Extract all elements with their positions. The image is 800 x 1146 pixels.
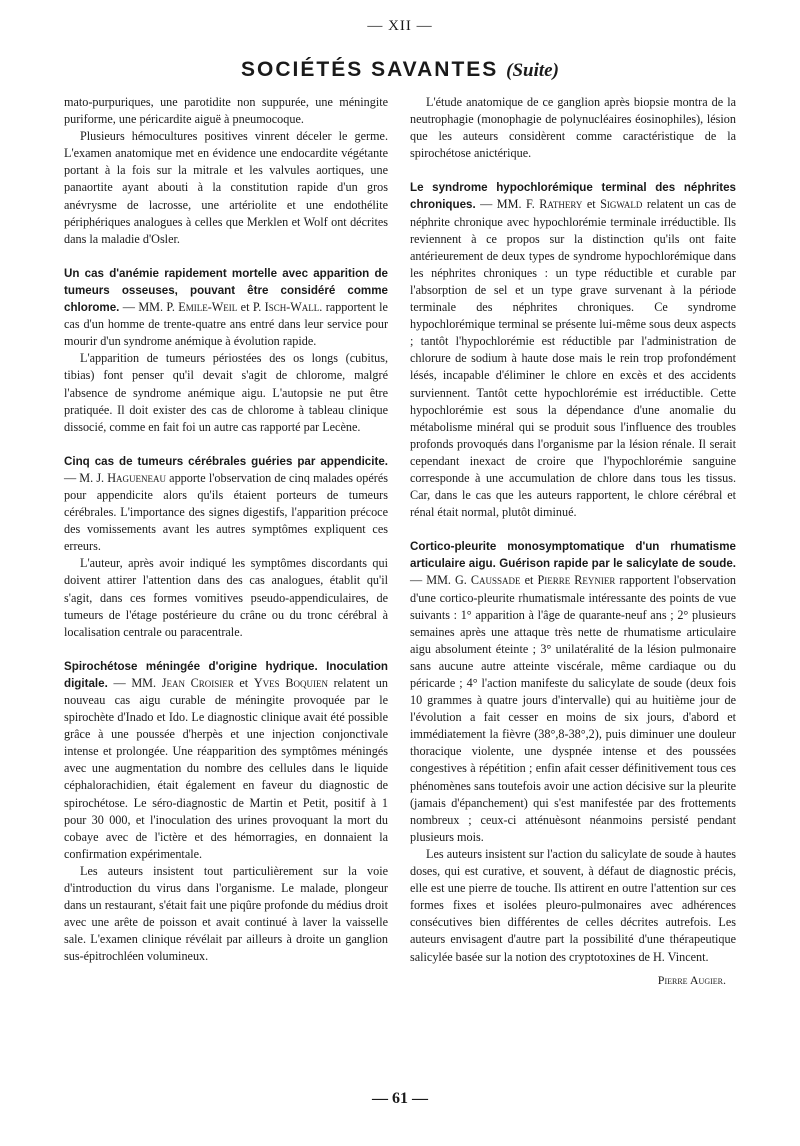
author-name: Rathery (539, 197, 583, 212)
signature: Pierre Augier. (657, 972, 726, 987)
section-text: rapportent l'observation d'une cortico-pleurite rhumatismale intéressante des points de vue suivants : 1° apparition à l'âge de quarante-neuf ans ; 2° plusieurs semaines après une attaque très nette de rhumatisme articulaire aigu absolument éteinte ; 3° unilatéralité de la lésion pulmonaire sans aucune autre atteinte viscérale, même cardiaque ou du péricarde ; 4° l'action manifeste du salicylate de soude (deux fois 10 grammes à quatre jours d'intervalle) qui au huitième jour de l'évolution a fait cesser en moins de six jours, d'abord et immédiatement la fièvre (38°,8-38°,2), puis diminuer une douleur thoracique violente, une dyspnée intense et des poussées congestives à répétition ; enfin afait cesser définitivement tous ces phénomènes sans toutefois avoir une action décisive sur la pleurite (jamais d'épanchement) qui s'est manifestée par des frottements nombreux ; ceux-ci atténuèsont néanmoins persisté pendant plusieurs mois. (410, 573, 737, 844)
section-text: apporte l'observation de cinq malades opérés pour appendicite alors qu'ils étaient porteurs de tumeurs cérébrales. L'importance des signes digestifs, l'apparition précoce des vomissements avant les autres symptômes expliquent ces erreurs. (64, 470, 388, 554)
paragraph: Les auteurs insistent sur l'action du salicylate de soude à hautes doses, qui est curative, et souvent, à défaut de diagnostic précis, elle est une pierre de touche. Ils attirent en outre l'attention sur ces formes fixes et isolées pleuro-pulmonaires avec adhérences consécutives bien différentes de celles décrites autrefois. Les auteurs envisagent d'autre part la possibilité d'une thérapeutique salicylée basée sur la notion des cryptotoxines de H. Vincent. (410, 846, 736, 964)
author-name: Yves Boquien (253, 675, 328, 690)
section-text: relatent un cas de néphrite chronique avec hypochlorémie terminale irréductible. Ils reviennent à ce propos sur la distinction qu'ils ont faite antérieurement de deux types de syndrome hypochlorémique dans les néphrites chroniques : un type réductible et curable par l'absorption de sel et un type grave survenant à la période terminale des néphrites chroniques. Ce syndrome hypochlorémique terminal se présente lui-même sous deux aspects ; tantôt l'hypochlorémie est réductible par l'administration de chlorure de sodium à haute dose mais le rein trop profondément lésés, incapable d'éliminer le chlore en excès et des accidents surviennent. Tantôt cette hypochlorémie est irréductible. Cette hypochlorémie est sous la dépendance d'une anomalie du métabolisme minéral qui se produit sous l'influence des troubles profonds provoqués dans l'organisme par la lésion rénale. Il serait cependant inexact de croire que l'hypochlorémie sanguine corresponde à une accumulation de chlore dans tous les tissus. Car, dans le cas que les auteurs rapportent, le chlore cérébral et rénal était normal, plutôt diminué. (410, 197, 736, 520)
section-title: Un cas d'anémie rapidement mortelle avec apparition de tumeurs osseuses, pouvant être considéré comme chlorome. (64, 266, 388, 315)
paragraph: Plusieurs hémocultures positives vinrent déceler le germe. L'examen anatomique met en évidence une endocardite végétante portant à la fois sur la mitrale et les valvules aortiques, une panaortite ayant abouti à la constitution rapide d'un gros anévrysme de lacrosse, une artériolite et une endothélite périphériques analogues à celles que Merklen et Wolf ont décrites dans la maladie d'Osler. (64, 129, 388, 246)
section-text: . rapportent le cas d'un homme de trente-quatre ans entré dans leur service pour mourir d'un syndrome anémique à évolution rapide. (64, 300, 388, 349)
author-name: Jean Croisier (161, 675, 234, 690)
author-name: Emile-Weil (178, 300, 238, 315)
left-column: mato-purpuriques, une parotidite non suppurée, une méningite puriforme, une péricardite aiguë à pneumocoque. Plusieurs hémocultures positives vinrent déceler le germe. L'examen anatomique met en évidence une endocardite végétante portant à la fois sur la mitrale et les valvules aortiques, une panaortite ayant abouti à la constitution rapide d'un gros anévrysme de lacrosse, une artériolite et une endothélite périphériques analogues à celles que Merklen et Wolf ont décrites dans la maladie d'Osler. Un cas d'anémie rapidement mortelle avec apparition de tumeurs osseuses, pouvant être considéré comme chlorome. — MM. P. Emile-Weil et P. Isch-Wall. rapportent le cas d'un homme de trente-quatre ans entré dans leur service pour mourir d'un syndrome anémique à évolution rapide. L'apparition de tumeurs périostées des os longs (cubitus, tibias) font penser qu'il devait s'agit de chlorome, malgré l'absence de syndrome anémique aigu. L'autopsie ne put être pratiquée. Il doit exister des cas de chlorome à tableau clinique dissocié, comme en fait foi un autre cas rapporté par Lecène. Cinq cas de tumeurs cérébrales guéries par appendicite. — M. J. Hagueneau apporte l'observation de cinq malades opérés pour appendicite alors qu'ils étaient porteurs de tumeurs cérébrales. L'importance des signes digestifs, l'apparition précoce des vomissements avant les autres symptômes expliquent ces erreurs. L'auteur, après avoir indiqué les symptômes discordants qui doivent attirer l'attention dans des cas analogues, établit qu'il s'agit, dans ces formes vomitives pseudo-appendiculaires, de tumeurs de l'étage postérieure du crâne ou du tronc cérébral à localisation centrale ou paracentrale. Spirochétose méningée d'origine hydrique. Inoculation digitale. — MM. Jean Croisier et Yves Boquien relatent un nouveau cas aigu curable de méningite provoquée par le spirochète d'Inado et Ido. Le diagnostic clinique avait été possible grâce à une poussée d'herpès et une injection conjonctivale intense et prolongée. Une réapparition des symptômes méningés avec une augmentation du nombre des cellules dans le liquide céphalorachidien, était également en faveur du diagnostic de spirochétose. Le séro-diagnostic de Martin et Petit, positif à 1 pour 30 000, et l'inoculation des urines provoquant la mort du cobaye avec de l'ictère et des hémorragies, en donnaient la confirmation expérimentale. Les auteurs insistent tout particulièrement sur la voie d'introduction du virus dans l'organisme. Le malade, plongeur dans un restaurant, s'était fait une piqûre profonde du médius droit avec une arête de poisson et avait continué à laver la vaisselle sale. L'examen clinique révélait par ailleurs à droite un ganglion sus-épitrochléen volumineux. (64, 94, 388, 966)
section-title: Cinq cas de tumeurs cérébrales guéries par appendicite. (64, 454, 388, 468)
right-column: L'étude anatomique de ce ganglion après biopsie montra de la neutrophagie (monophagie de polynucléaires éosinophiles), lésion que les auteurs considèrent comme caractéristique de la spirochétose anictérique. Le syndrome hypochlorémique terminal des néphrites chroniques. — MM. F. Rathery et Sigwald relatent un cas de néphrite chronique avec hypochlorémie terminale irréductible. Ils reviennent à ce propos sur la distinction qu'ils ont faite antérieurement de deux types de syndrome hypochlorémique dans les néphrites chroniques : un type réductible et curable par l'absorption de sel et un type grave survenant à la période terminale des néphrites chroniques. Ce syndrome hypochlorémique terminal se présente lui-même sous deux aspects ; tantôt l'hypochlorémie est réductible par l'administration de chlorure de sodium à haute dose mais le rein trop profondément lésés, incapable d'éliminer le chlore en excès et des accidents surviennent. Tantôt cette hypochlorémie est irréductible. Cette hypochlorémie est sous la dépendance d'une anomalie du métabolisme minéral qui se produit sous l'influence des troubles profonds provoqués dans l'organisme par la lésion rénale. Il serait cependant inexact de croire que l'hypochlorémie sanguine corresponde à une accumulation de chlore dans tous les tissus. Car, dans le cas que les auteurs rapportent, le chlore cérébral et rénal était normal, plutôt diminué. Cortico-pleurite monosymptomatique d'un rhumatisme articulaire aigu. Guérison rapide par le salicylate de soude. — MM. G. Caussade et Pierre Reynier rapportent l'observation d'une cortico-pleurite rhumatismale intéressante des points de vue suivants : 1° apparition à l'âge de quarante-neuf ans ; 2° plusieurs semaines après une attaque très nette de rhumatisme articulaire aigu absolument éteinte ; 3° unilatéralité de la lésion pulmonaire sans aucune autre atteinte viscérale, même cardiaque ou du péricarde ; 4° l'action manifeste du salicylate de soude (deux fois 10 grammes à quatre jours d'intervalle) qui au huitième jour de l'évolution a fait cesser en moins de six jours, d'abord et immédiatement la fièvre (38°,8-38°,2), puis diminuer une douleur thoracique violente, une dyspnée intense et des poussées congestives à répétition ; enfin afait cesser définitivement tous ces phénomènes sans toutefois avoir une action décisive sur la pleurite (jamais d'épanchement) qui s'est manifestée par des frottements nombreux ; ceux-ci atténuèsont néanmoins persisté pendant plusieurs mois. Les auteurs insistent sur l'action du salicylate de soude à hautes doses, qui est curative, et souvent, à défaut de diagnostic précis, elle est une pierre de touche. Ils attirent en outre l'attention sur ces formes fixes et isolées pleuro-pulmonaires avec adhérences consécutives bien différentes de celles décrites autrefois. Les auteurs envisagent d'autre part la possibilité d'une thérapeutique salicylée basée sur la notion des cryptotoxines de H. Vincent. Pierre Augier. (410, 94, 736, 989)
paragraph: mato-purpuriques, une parotidite non suppurée, une méningite puriforme, une péricardite aiguë à pneumocoque. (64, 95, 388, 127)
paragraph: L'apparition de tumeurs périostées des os longs (cubitus, tibias) font penser qu'il devait s'agit de chlorome, malgré l'absence de syndrome anémique aigu. L'autopsie ne put être pratiquée. Il doit exister des cas de chlorome à tableau clinique dissocié, comme en fait foi un autre cas rapporté par Lecène. (64, 351, 388, 434)
roman-page-number: — XII — (367, 18, 433, 34)
title-text: SOCIÉTÉS SAVANTES (241, 58, 499, 81)
section-title: Cortico-pleurite monosymptomatique d'un rhumatisme articulaire aigu. Guérison rapide par le salicylate de soude. (410, 540, 736, 571)
paragraph: L'étude anatomique de ce ganglion après biopsie montra de la neutrophagie (monophagie de polynucléaires éosinophiles), lésion que les auteurs considèrent comme caractéristique de la spirochétose anictérique. (410, 95, 736, 161)
paragraph: Les auteurs insistent tout particulièrement sur la voie d'introduction du virus dans l'organisme. Le malade, plongeur dans un restaurant, s'était fait une piqûre profonde du médius droit avec une arête de poisson et avait continué à laver la vaisselle sale. L'examen clinique révélait par ailleurs à droite un ganglion sus-épitrochléen volumineux. (64, 863, 388, 964)
author-name: Isch-Wall (264, 300, 320, 315)
author-name: Sigwald (600, 197, 643, 212)
author-name: Pierre Reynier (537, 573, 616, 588)
paragraph: L'auteur, après avoir indiqué les symptômes discordants qui doivent attirer l'attention dans des cas analogues, établit qu'il s'agit, dans ces formes vomitives pseudo-appendiculaires, de tumeurs de l'étage postérieure du crâne ou du tronc cérébral à localisation centrale ou paracentrale. (64, 556, 388, 639)
title-suffix: (Suite) (506, 60, 559, 81)
author-name: Caussade (470, 573, 521, 588)
page-number: — 61 — (372, 1090, 428, 1107)
section-title: Le syndrome hypochlorémique terminal des néphrites chroniques. (410, 181, 736, 212)
section-title: Spirochétose méningée d'origine hydrique. Inoculation digitale. (64, 659, 388, 690)
section-text: relatent un nouveau cas aigu curable de méningite provoquée par le spirochète d'Inado et Ido. Le diagnostic clinique avait été possible grâce à une poussée d'herpès et une injection conjonctivale intense et prolongée. Une réapparition des symptômes méningés avec une augmentation du nombre des cellules dans le liquide céphalorachidien, était également en faveur du diagnostic de spirochétose. Le séro-diagnostic de Martin et Petit, positif à 1 pour 30 000, et l'inoculation des urines provoquant la mort du cobaye avec de l'ictère et des hémorragies, en donnaient la confirmation expérimentale. (64, 675, 388, 861)
author-name: Hagueneau (107, 470, 167, 485)
page-title (0, 58, 800, 82)
